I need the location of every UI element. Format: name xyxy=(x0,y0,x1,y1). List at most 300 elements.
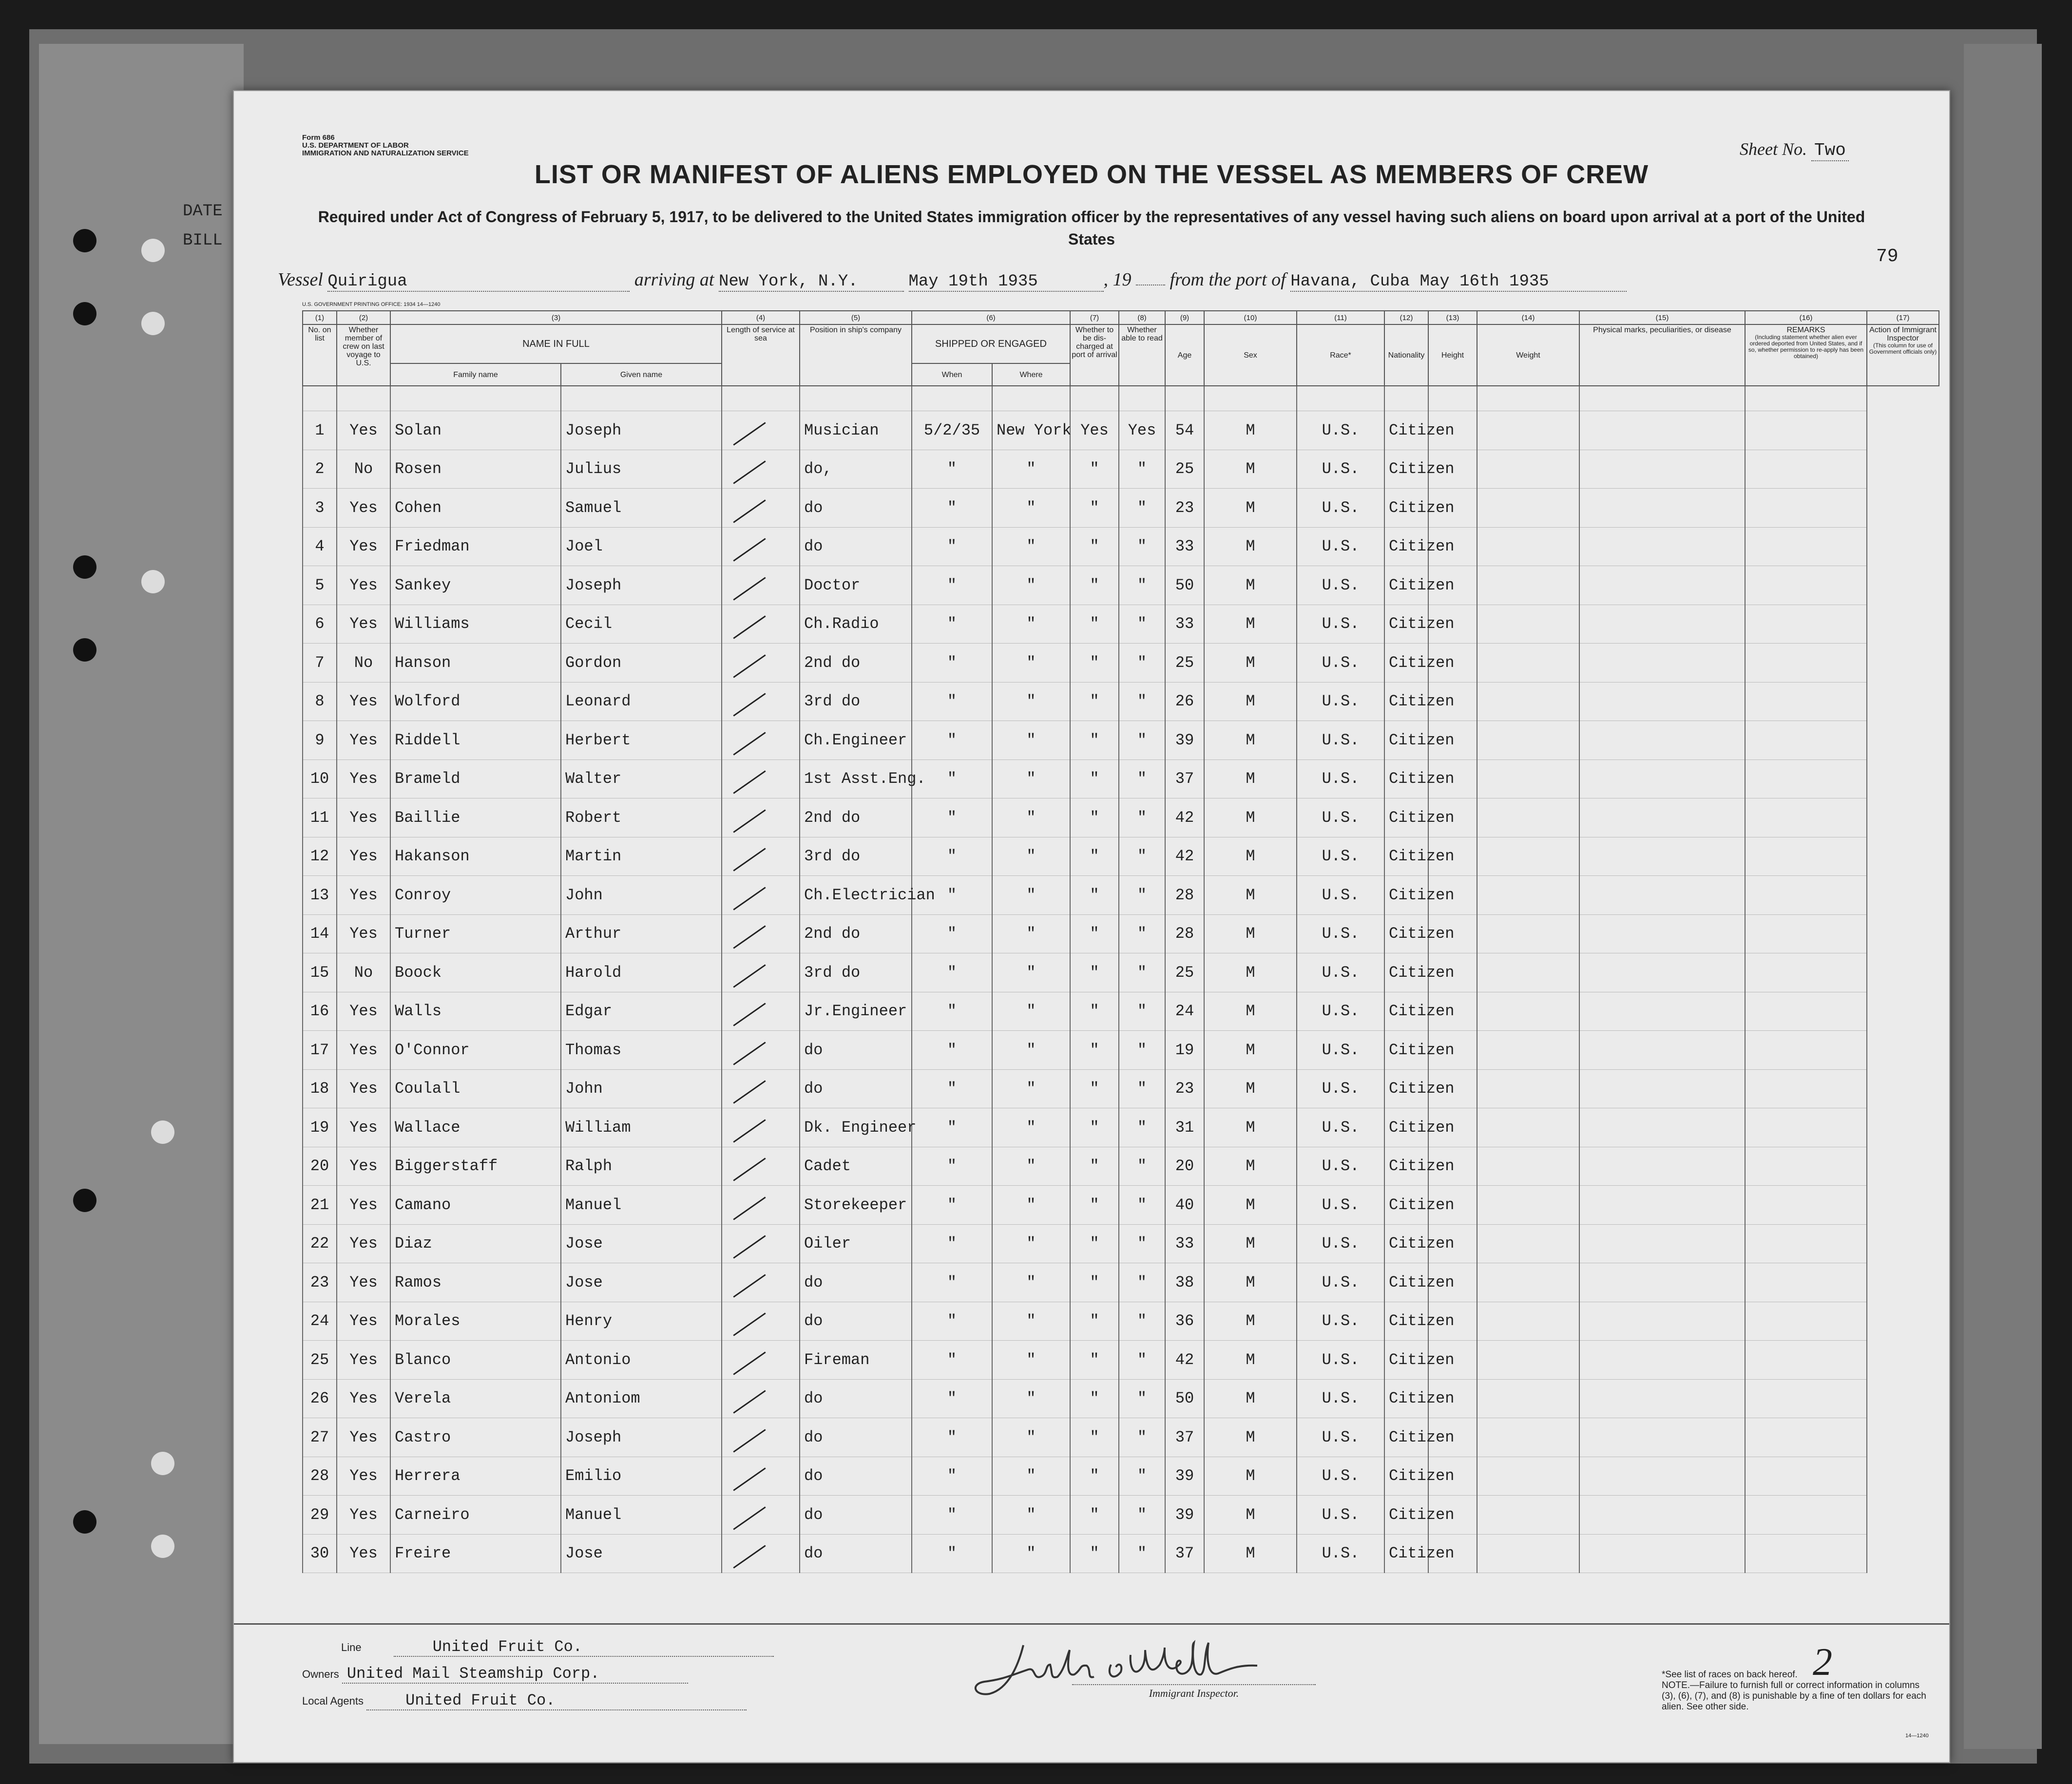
cell-weight xyxy=(1477,566,1579,605)
cell-given-name: Emilio xyxy=(561,1457,722,1496)
cell-physical-marks xyxy=(1579,1302,1745,1341)
col-num-16: (16) xyxy=(1745,311,1867,324)
department-name: U.S. DEPARTMENT OF LABOR xyxy=(302,141,409,150)
cell-shipped-when: " xyxy=(912,1186,992,1225)
from-label: from the port of xyxy=(1170,269,1286,290)
check-mark-icon xyxy=(733,1468,766,1491)
cell-able-to-read: " xyxy=(1119,1341,1165,1380)
cell-previous-voyage: Yes xyxy=(337,1418,390,1457)
footer-owners-field xyxy=(302,1665,688,1684)
cell-able-to-read: " xyxy=(1119,1147,1165,1186)
cell-age: 23 xyxy=(1165,489,1204,528)
cell-race: U.S. xyxy=(1297,489,1384,528)
check-mark-icon xyxy=(733,461,766,484)
cell-age: 42 xyxy=(1165,1341,1204,1380)
table-row xyxy=(303,1108,1939,1147)
cell-previous-voyage: Yes xyxy=(337,411,390,450)
cell-age: 26 xyxy=(1165,682,1204,721)
header-no-on-list: No. on list xyxy=(303,324,337,386)
cell-given-name: Herbert xyxy=(561,721,722,760)
cell-sex: M xyxy=(1204,1534,1297,1573)
cell-discharged: " xyxy=(1070,1418,1119,1457)
check-mark-icon xyxy=(733,964,766,987)
cell-remarks xyxy=(1745,1263,1867,1302)
cell-shipped-when: " xyxy=(912,1341,992,1380)
cell-age: 39 xyxy=(1165,1457,1204,1496)
cell-position: Storekeeper xyxy=(800,1186,912,1225)
cell-weight xyxy=(1477,953,1579,992)
cell-given-name: Joseph xyxy=(561,1418,722,1457)
owners-label: Owners xyxy=(302,1668,339,1680)
check-mark-icon xyxy=(733,1429,766,1452)
cell-physical-marks xyxy=(1579,1341,1745,1380)
cell-sex: M xyxy=(1204,566,1297,605)
cell-able-to-read: " xyxy=(1119,605,1165,644)
cell-previous-voyage: Yes xyxy=(337,566,390,605)
cell-physical-marks xyxy=(1579,798,1745,837)
cell-race: U.S. xyxy=(1297,1147,1384,1186)
cell-sex: M xyxy=(1204,914,1297,953)
col-num-13: (13) xyxy=(1428,311,1477,324)
cell-family-name: Rosen xyxy=(390,450,561,489)
manifest-sheet xyxy=(233,90,1950,1763)
header-age: Age xyxy=(1165,324,1204,386)
cell-position: do xyxy=(800,1418,912,1457)
cell-remarks xyxy=(1745,1069,1867,1108)
cell-service-tick xyxy=(722,876,800,915)
check-mark-icon xyxy=(733,654,766,678)
vessel-label: Vessel xyxy=(278,269,323,290)
table-row xyxy=(303,1069,1939,1108)
printing-office-note: U.S. GOVERNMENT PRINTING OFFICE: 1934 14—1240 xyxy=(302,302,441,307)
cell-remarks xyxy=(1745,1224,1867,1263)
cell-age: 25 xyxy=(1165,644,1204,683)
cell-discharged: " xyxy=(1070,1147,1119,1186)
cell-given-name: Harold xyxy=(561,953,722,992)
header-when: When xyxy=(912,363,992,386)
cell-age: 25 xyxy=(1165,450,1204,489)
cell-service-tick xyxy=(722,1496,800,1535)
cell-remarks xyxy=(1745,566,1867,605)
cell-position: Dk. Engineer xyxy=(800,1108,912,1147)
cell-age: 24 xyxy=(1165,992,1204,1031)
cell-shipped-where: " xyxy=(992,1186,1070,1225)
cell-family-name: Wallace xyxy=(390,1108,561,1147)
check-mark-icon xyxy=(733,1506,766,1530)
cell-shipped-when: " xyxy=(912,527,992,566)
cell-given-name: Jose xyxy=(561,1263,722,1302)
punch-hole xyxy=(73,1189,96,1212)
cell-physical-marks xyxy=(1579,489,1745,528)
owners-value: United Mail Steamship Corp. xyxy=(342,1665,688,1684)
cell-physical-marks xyxy=(1579,566,1745,605)
cell-discharged: " xyxy=(1070,566,1119,605)
cell-previous-voyage: Yes xyxy=(337,1224,390,1263)
cell-age: 37 xyxy=(1165,1534,1204,1573)
cell-weight xyxy=(1477,489,1579,528)
page-number: 79 xyxy=(1876,246,1899,267)
cell-shipped-when: " xyxy=(912,1496,992,1535)
cell-shipped-where: " xyxy=(992,1069,1070,1108)
cell-shipped-where: " xyxy=(992,1418,1070,1457)
cell-weight xyxy=(1477,1341,1579,1380)
cell-family-name: Blanco xyxy=(390,1341,561,1380)
header-action xyxy=(1867,324,1939,386)
punch-hole xyxy=(73,302,96,325)
cell-shipped-when: 5/2/35 xyxy=(912,411,992,450)
cell-physical-marks xyxy=(1579,1108,1745,1147)
agents-value: United Fruit Co. xyxy=(366,1691,747,1710)
table-row xyxy=(303,1302,1939,1341)
cell-remarks xyxy=(1745,682,1867,721)
cell-shipped-where: " xyxy=(992,1263,1070,1302)
cell-nationality: Citizen xyxy=(1384,1379,1428,1418)
cell-row-number: 1 xyxy=(303,411,337,450)
inspector-label: Immigrant Inspector. xyxy=(1072,1684,1316,1700)
sheet-label: Sheet No. xyxy=(1740,139,1807,159)
cell-row-number: 14 xyxy=(303,914,337,953)
cell-row-number: 2 xyxy=(303,450,337,489)
cell-remarks xyxy=(1745,1457,1867,1496)
cell-nationality: Citizen xyxy=(1384,914,1428,953)
cell-weight xyxy=(1477,914,1579,953)
header-remarks-title: REMARKS xyxy=(1786,326,1825,334)
cell-row-number: 29 xyxy=(303,1496,337,1535)
cell-previous-voyage: Yes xyxy=(337,876,390,915)
punch-hole xyxy=(151,1535,174,1558)
cell-remarks xyxy=(1745,953,1867,992)
form-header xyxy=(302,134,469,157)
cell-shipped-when: " xyxy=(912,489,992,528)
cell-service-tick xyxy=(722,605,800,644)
table-row xyxy=(303,1496,1939,1535)
cell-sex: M xyxy=(1204,1263,1297,1302)
cell-remarks xyxy=(1745,489,1867,528)
cell-row-number: 4 xyxy=(303,527,337,566)
cell-remarks xyxy=(1745,721,1867,760)
cell-physical-marks xyxy=(1579,953,1745,992)
cell-physical-marks xyxy=(1579,992,1745,1031)
cell-shipped-where: " xyxy=(992,798,1070,837)
cell-sex: M xyxy=(1204,1108,1297,1147)
cell-service-tick xyxy=(722,566,800,605)
cell-weight xyxy=(1477,837,1579,876)
cell-sex: M xyxy=(1204,682,1297,721)
cell-remarks xyxy=(1745,1031,1867,1070)
cell-shipped-where: " xyxy=(992,876,1070,915)
cell-service-tick xyxy=(722,953,800,992)
cell-weight xyxy=(1477,759,1579,798)
cell-position: Cadet xyxy=(800,1147,912,1186)
cell-discharged: " xyxy=(1070,1108,1119,1147)
table-row xyxy=(303,1457,1939,1496)
cell-shipped-when: " xyxy=(912,1302,992,1341)
cell-age: 28 xyxy=(1165,914,1204,953)
header-shipped-engaged: SHIPPED OR ENGAGED xyxy=(912,324,1070,363)
cell-race: U.S. xyxy=(1297,992,1384,1031)
note-races: *See list of races on back hereof. xyxy=(1662,1670,1798,1680)
cell-sex: M xyxy=(1204,644,1297,683)
cell-row-number: 23 xyxy=(303,1263,337,1302)
cell-discharged: " xyxy=(1070,1224,1119,1263)
cell-able-to-read: " xyxy=(1119,759,1165,798)
cell-family-name: Baillie xyxy=(390,798,561,837)
table-row xyxy=(303,1534,1939,1573)
cell-able-to-read: " xyxy=(1119,992,1165,1031)
cell-shipped-where: " xyxy=(992,1302,1070,1341)
cell-remarks xyxy=(1745,914,1867,953)
cell-sex: M xyxy=(1204,837,1297,876)
cell-given-name: Manuel xyxy=(561,1496,722,1535)
cell-able-to-read: " xyxy=(1119,682,1165,721)
cell-age: 25 xyxy=(1165,953,1204,992)
cell-physical-marks xyxy=(1579,1418,1745,1457)
cell-sex: M xyxy=(1204,1457,1297,1496)
check-mark-icon xyxy=(733,926,766,949)
cell-race: U.S. xyxy=(1297,566,1384,605)
check-mark-icon xyxy=(733,887,766,910)
cell-race: U.S. xyxy=(1297,914,1384,953)
cell-able-to-read: " xyxy=(1119,1031,1165,1070)
cell-row-number: 17 xyxy=(303,1031,337,1070)
sheet-number xyxy=(1740,139,1849,160)
cell-position: do xyxy=(800,527,912,566)
cell-row-number: 21 xyxy=(303,1186,337,1225)
agents-label: Local Agents xyxy=(302,1695,364,1707)
punch-hole xyxy=(141,570,165,593)
page-subtitle: Required under Act of Congress of February 5, 1917, to be delivered to the United States immigration officer by the representatives of any vessel having such aliens on board upon arrival at a port of the United States xyxy=(318,208,1865,248)
cell-position: 2nd do xyxy=(800,914,912,953)
cell-family-name: Turner xyxy=(390,914,561,953)
table-row xyxy=(303,721,1939,760)
handwritten-number: 2 xyxy=(1813,1641,1832,1684)
side-text-bill: BILL xyxy=(183,231,223,250)
cell-shipped-where: " xyxy=(992,1147,1070,1186)
cell-previous-voyage: Yes xyxy=(337,837,390,876)
cell-given-name: Samuel xyxy=(561,489,722,528)
cell-sex: M xyxy=(1204,1418,1297,1457)
table-row xyxy=(303,1031,1939,1070)
cell-discharged: " xyxy=(1070,1186,1119,1225)
header-position: Position in ship's company xyxy=(800,324,912,386)
cell-physical-marks xyxy=(1579,527,1745,566)
header-family-name: Family name xyxy=(390,363,561,386)
cell-sex: M xyxy=(1204,953,1297,992)
cell-race: U.S. xyxy=(1297,1031,1384,1070)
cell-age: 42 xyxy=(1165,837,1204,876)
cell-remarks xyxy=(1745,837,1867,876)
cell-weight xyxy=(1477,1224,1579,1263)
cell-discharged: " xyxy=(1070,527,1119,566)
cell-discharged: Yes xyxy=(1070,411,1119,450)
header-remarks-note: (Including statement whether alien ever ordered deported from United States, and if so, whether permission to re-apply has been obtained) xyxy=(1748,334,1864,360)
cell-shipped-where: " xyxy=(992,837,1070,876)
col-num-17: (17) xyxy=(1867,311,1939,324)
cell-nationality: Citizen xyxy=(1384,1108,1428,1147)
cell-nationality: Citizen xyxy=(1384,450,1428,489)
cell-sex: M xyxy=(1204,876,1297,915)
check-mark-icon xyxy=(733,1313,766,1336)
cell-physical-marks xyxy=(1579,1147,1745,1186)
cell-remarks xyxy=(1745,1302,1867,1341)
cell-shipped-where: " xyxy=(992,489,1070,528)
cell-given-name: Martin xyxy=(561,837,722,876)
cell-remarks xyxy=(1745,1496,1867,1535)
cell-given-name: Joel xyxy=(561,527,722,566)
cell-weight xyxy=(1477,1418,1579,1457)
cell-given-name: Gordon xyxy=(561,644,722,683)
table-row xyxy=(303,527,1939,566)
cell-shipped-where: " xyxy=(992,527,1070,566)
col-num-10: (10) xyxy=(1204,311,1297,324)
cell-shipped-when: " xyxy=(912,1069,992,1108)
cell-physical-marks xyxy=(1579,1496,1745,1535)
cell-discharged: " xyxy=(1070,1069,1119,1108)
cell-shipped-where: " xyxy=(992,1496,1070,1535)
cell-previous-voyage: No xyxy=(337,644,390,683)
arriving-label: arriving at xyxy=(634,269,714,290)
table-row xyxy=(303,876,1939,915)
check-mark-icon xyxy=(733,577,766,600)
cell-nationality: Citizen xyxy=(1384,1069,1428,1108)
cell-able-to-read: " xyxy=(1119,914,1165,953)
cell-service-tick xyxy=(722,837,800,876)
table-row xyxy=(303,411,1939,450)
cell-position: do, xyxy=(800,450,912,489)
cell-discharged: " xyxy=(1070,1534,1119,1573)
cell-position: do xyxy=(800,1069,912,1108)
cell-given-name: Manuel xyxy=(561,1186,722,1225)
cell-sex: M xyxy=(1204,1147,1297,1186)
cell-family-name: Castro xyxy=(390,1418,561,1457)
cell-service-tick xyxy=(722,1457,800,1496)
cell-previous-voyage: No xyxy=(337,953,390,992)
cell-row-number: 27 xyxy=(303,1418,337,1457)
table-row xyxy=(303,450,1939,489)
cell-family-name: Boock xyxy=(390,953,561,992)
cell-weight xyxy=(1477,876,1579,915)
cell-weight xyxy=(1477,798,1579,837)
cell-row-number: 16 xyxy=(303,992,337,1031)
cell-nationality: Citizen xyxy=(1384,566,1428,605)
cell-previous-voyage: Yes xyxy=(337,1147,390,1186)
cell-given-name: Joseph xyxy=(561,566,722,605)
cell-physical-marks xyxy=(1579,1186,1745,1225)
cell-age: 33 xyxy=(1165,527,1204,566)
cell-discharged: " xyxy=(1070,759,1119,798)
cell-nationality: Citizen xyxy=(1384,527,1428,566)
cell-able-to-read: " xyxy=(1119,1418,1165,1457)
cell-physical-marks xyxy=(1579,1263,1745,1302)
cell-service-tick xyxy=(722,644,800,683)
cell-able-to-read: " xyxy=(1119,1534,1165,1573)
page-title: LIST OR MANIFEST OF ALIENS EMPLOYED ON THE VESSEL AS MEMBERS OF CREW xyxy=(534,160,1649,189)
cell-shipped-where: " xyxy=(992,914,1070,953)
cell-sex: M xyxy=(1204,1224,1297,1263)
cell-family-name: Verela xyxy=(390,1379,561,1418)
cell-age: 33 xyxy=(1165,1224,1204,1263)
cell-shipped-when: " xyxy=(912,721,992,760)
cell-row-number: 18 xyxy=(303,1069,337,1108)
cell-sex: M xyxy=(1204,1302,1297,1341)
header-able-to-read: Whether able to read xyxy=(1119,324,1165,386)
cell-physical-marks xyxy=(1579,1224,1745,1263)
cell-row-number: 22 xyxy=(303,1224,337,1263)
cell-row-number: 5 xyxy=(303,566,337,605)
cell-family-name: Walls xyxy=(390,992,561,1031)
cell-age: 39 xyxy=(1165,721,1204,760)
cell-shipped-when: " xyxy=(912,1534,992,1573)
check-mark-icon xyxy=(733,809,766,833)
col-num-7: (7) xyxy=(1070,311,1119,324)
from-port: Havana, Cuba May 16th 1935 xyxy=(1290,272,1627,292)
cell-shipped-where: " xyxy=(992,682,1070,721)
header-height: Height xyxy=(1428,324,1477,386)
cell-row-number: 7 xyxy=(303,644,337,683)
cell-family-name: Herrera xyxy=(390,1457,561,1496)
cell-given-name: Antoniom xyxy=(561,1379,722,1418)
cell-row-number: 8 xyxy=(303,682,337,721)
cell-sex: M xyxy=(1204,1186,1297,1225)
cell-shipped-when: " xyxy=(912,876,992,915)
table-row xyxy=(303,605,1939,644)
cell-nationality: Citizen xyxy=(1384,411,1428,450)
check-mark-icon xyxy=(733,693,766,717)
cell-able-to-read: " xyxy=(1119,450,1165,489)
cell-race: U.S. xyxy=(1297,837,1384,876)
footer-note xyxy=(1662,1670,1935,1712)
cell-position: Jr.Engineer xyxy=(800,992,912,1031)
cell-nationality: Citizen xyxy=(1384,605,1428,644)
cell-able-to-read: " xyxy=(1119,566,1165,605)
cell-weight xyxy=(1477,1186,1579,1225)
cell-given-name: Robert xyxy=(561,798,722,837)
cell-shipped-when: " xyxy=(912,450,992,489)
cell-service-tick xyxy=(722,489,800,528)
cell-family-name: Hakanson xyxy=(390,837,561,876)
cell-position: Musician xyxy=(800,411,912,450)
cell-nationality: Citizen xyxy=(1384,1496,1428,1535)
cell-age: 39 xyxy=(1165,1496,1204,1535)
cell-race: U.S. xyxy=(1297,605,1384,644)
check-mark-icon xyxy=(733,1351,766,1375)
cell-row-number: 15 xyxy=(303,953,337,992)
cell-previous-voyage: Yes xyxy=(337,605,390,644)
cell-shipped-where: " xyxy=(992,1457,1070,1496)
cell-nationality: Citizen xyxy=(1384,992,1428,1031)
cell-shipped-when: " xyxy=(912,644,992,683)
check-mark-icon xyxy=(733,1119,766,1142)
cell-family-name: O'Connor xyxy=(390,1031,561,1070)
col-num-15: (15) xyxy=(1579,311,1745,324)
cell-row-number: 11 xyxy=(303,798,337,837)
cell-age: 20 xyxy=(1165,1147,1204,1186)
cell-race: U.S. xyxy=(1297,798,1384,837)
cell-family-name: Ramos xyxy=(390,1263,561,1302)
cell-family-name: Solan xyxy=(390,411,561,450)
cell-given-name: Cecil xyxy=(561,605,722,644)
cell-given-name: Arthur xyxy=(561,914,722,953)
cell-remarks xyxy=(1745,759,1867,798)
table-row xyxy=(303,953,1939,992)
cell-remarks xyxy=(1745,411,1867,450)
cell-nationality: Citizen xyxy=(1384,1341,1428,1380)
cell-weight xyxy=(1477,1496,1579,1535)
cell-previous-voyage: Yes xyxy=(337,1108,390,1147)
cell-age: 50 xyxy=(1165,1379,1204,1418)
cell-shipped-when: " xyxy=(912,759,992,798)
cell-family-name: Morales xyxy=(390,1302,561,1341)
